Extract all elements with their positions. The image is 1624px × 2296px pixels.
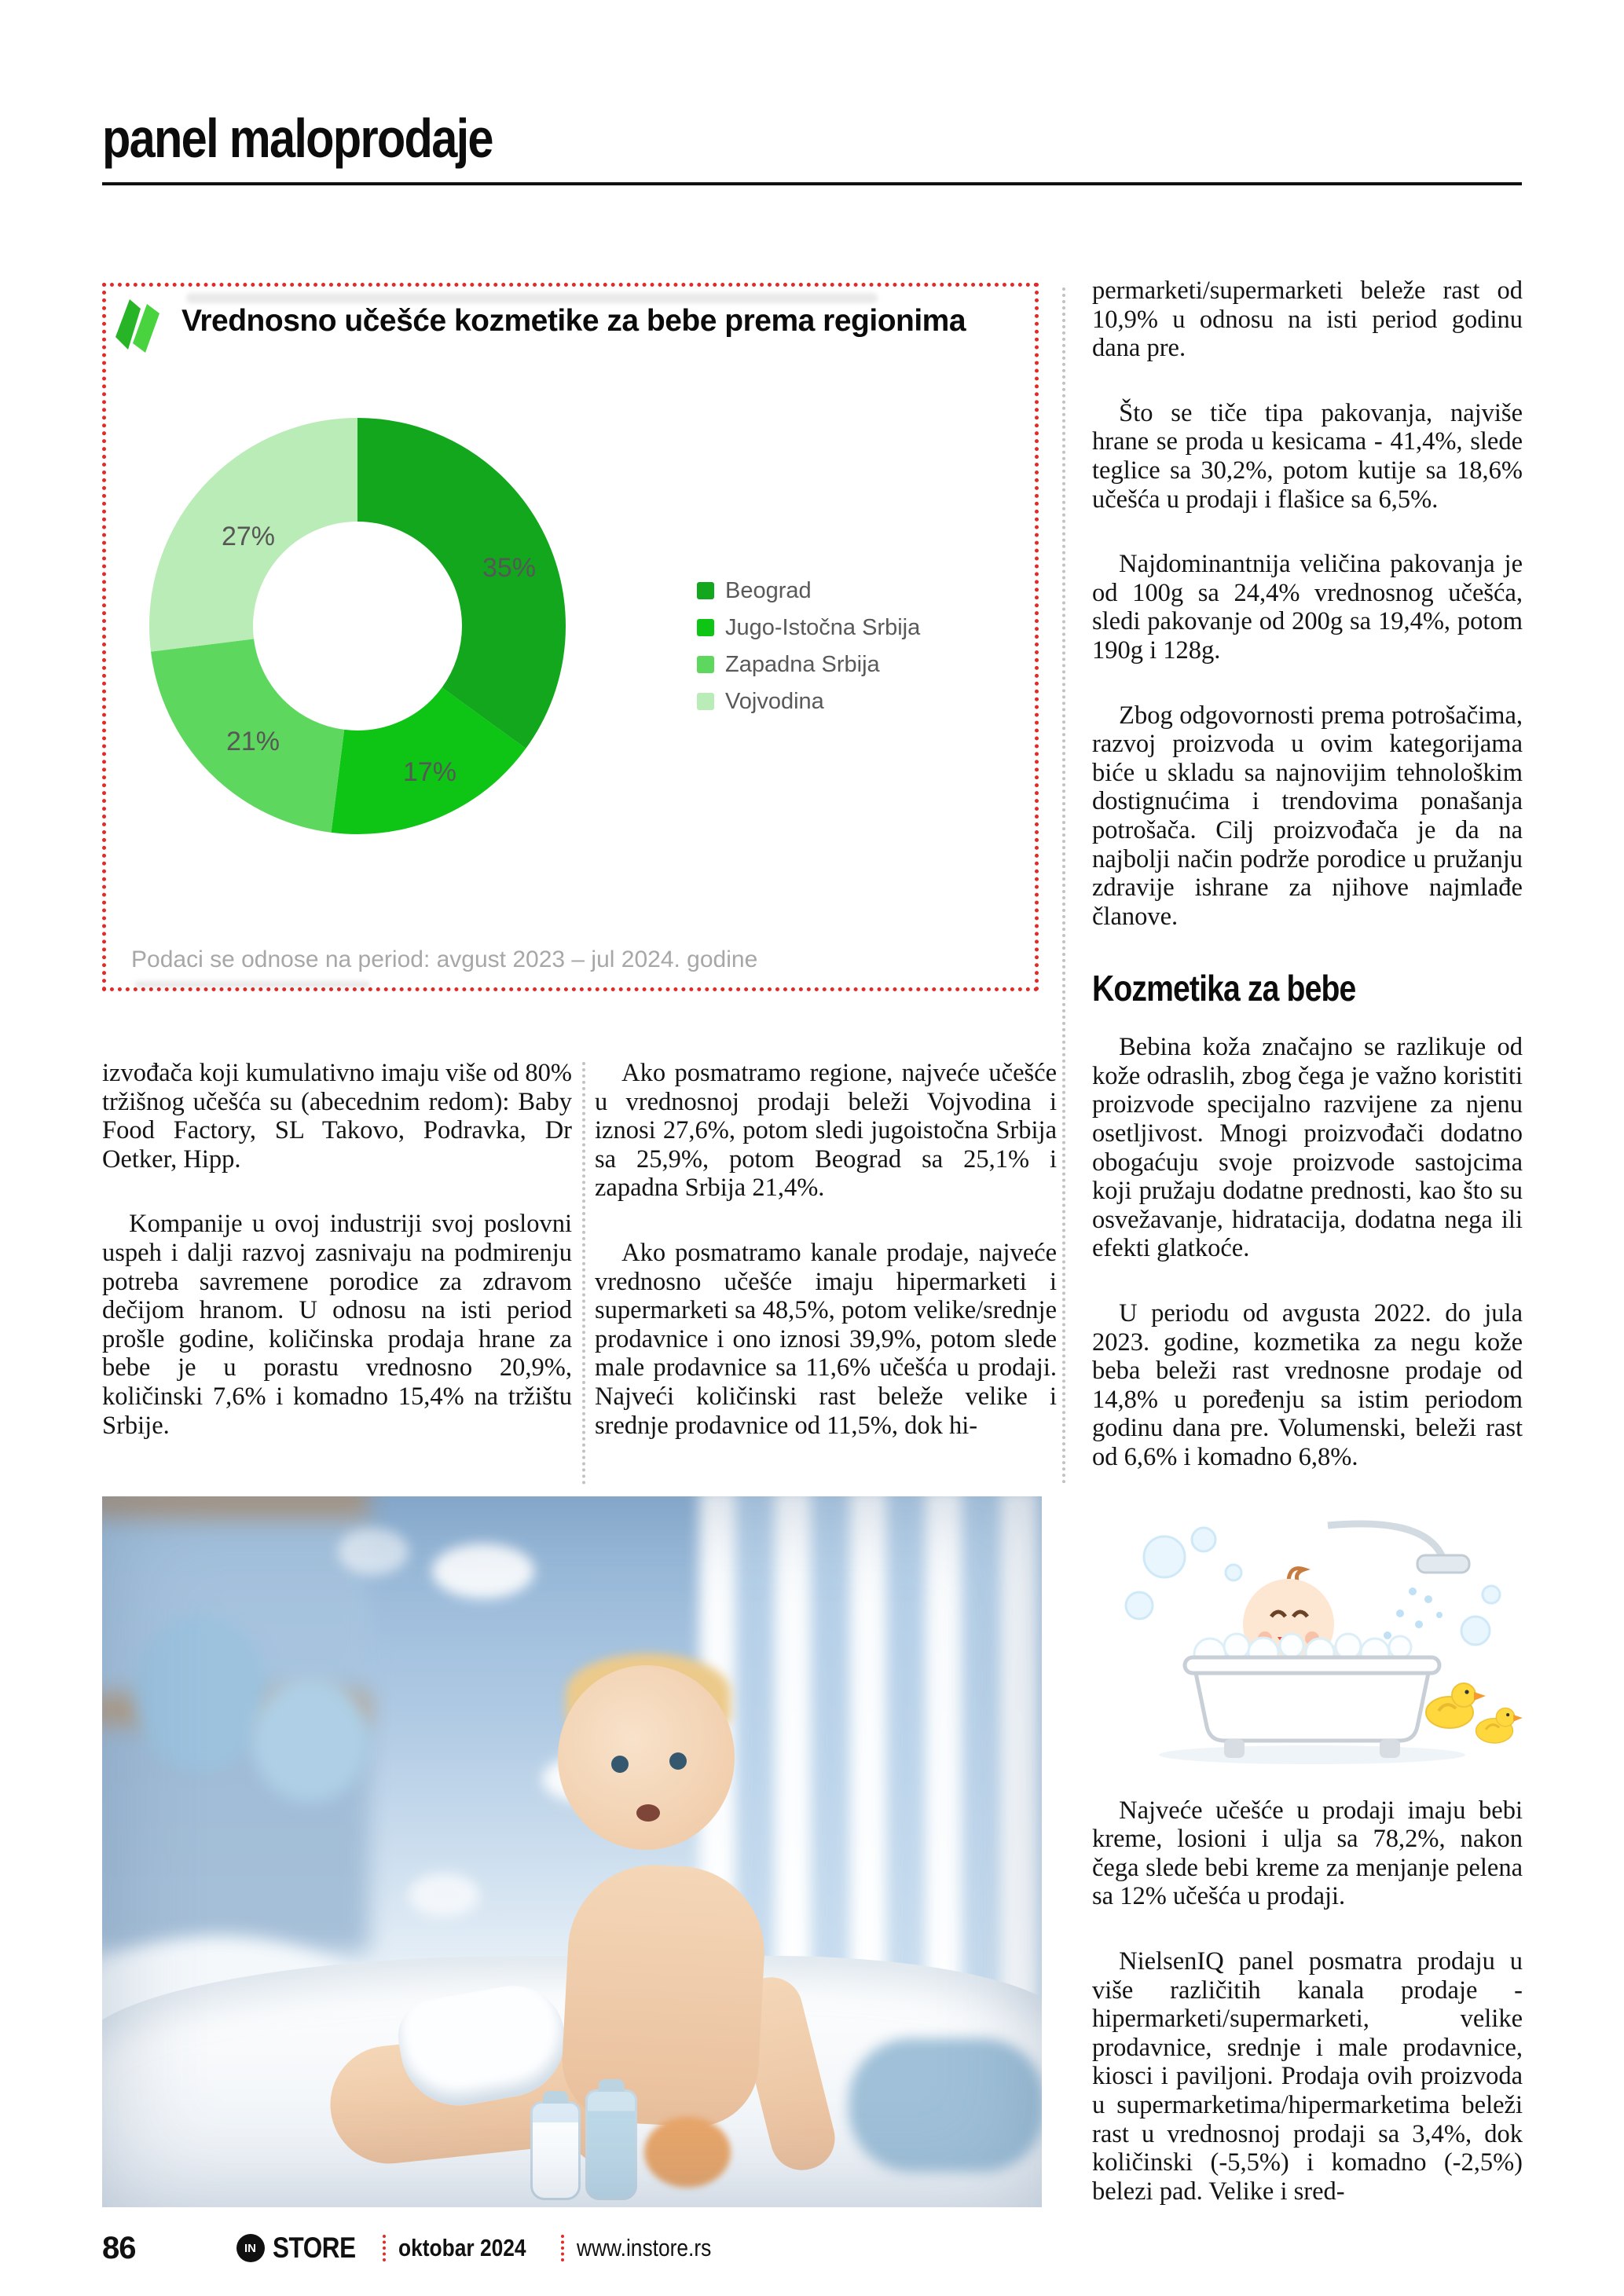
photo-towel [849,2038,1042,2172]
paragraph: NielsenIQ panel posmatra prodaju u više različitih kanala prodaje - hipermarketi/supermarketi, velike prodavnice, srednje i male prodavnice, kiosci i paviljoni. Prodaja ovih proizvoda u supermarketima/hipermarketima beleži rast u vrednosnoj prodaji sa 3,4%, dok količinski (-5,5%) i komadno (-2,5%) belezi pad. Velike i sred- [1092,1946,1523,2206]
photo-baby-bottle [585,2089,637,2200]
chart-caption: Podaci se odnose na period: avgust 2023 – jul 2024. godine [131,947,758,972]
footer-website-text: www.instore.rs [577,2234,712,2261]
photo-plush-toy [251,1677,369,1803]
legend-item [697,690,920,713]
article-column-right [1092,276,1523,2242]
section-heading [1092,967,1523,1009]
paragraph: Ako posmatramo regione, najveće učešće u vrednosnoj prodaji beleži Vojvodina i iznosi 27,6%, potom sledi jugoistočna Srbija sa 25,9%, potom Beograd sa 25,1% i zapadna Srbija 21,4%. [595,1059,1057,1203]
photo-pillow [102,1936,385,2140]
footer-separator [383,2235,386,2261]
paragraph: Što se tiče tipa pakovanja, najviše hrane se proda u kesicama - 41,4%, slede teglice sa 30,2%, potom kutije sa 18,6% učešća u prodaji i flašice sa 6,5%. [1092,398,1523,514]
donut-chart-svg [145,414,570,838]
legend-label: Vojvodina [725,688,824,714]
photo-baby-mouth [636,1804,660,1822]
photo-baby-eye [669,1752,687,1770]
water-drops [1384,1587,1443,1639]
photo-wall-cloud [432,1543,534,1598]
legend-marker-jugoistocna [697,619,714,636]
footer-separator [561,2235,564,2261]
footer-website [577,2234,735,2262]
paragraph: Bebina koža značajno se razlikuje od kože odraslih, zbog čega je važno koristiti proizvode specijalno razvijene za njenu osetljivost. Mnogi proizvođači dodatno obogaćuju svoje proizvode sastojcima koji pružaju dodatne prednosti, kao što su osvežavanje, hidratacija, dodatna nega ili efekti glatkoće. [1092,1033,1523,1263]
instore-logo-icon [236,2234,265,2262]
slice-label-jugoistocna: 17% [402,757,457,787]
paragraph: Kompanije u ovoj industriji svoj poslovni uspeh i dalji razvoj zasnivaju na podmirenju potreba savremene porodice za zdravom dečijom hranom. U odnosu na isti period prošle godine, količinska prodaja hrane za bebe je u porastu vrednosno 20,9%, količinski 7,6% i komadno 15,4% na tržištu Srbije. [102,1210,572,1440]
photo-wall-cloud [409,1873,479,1917]
right-middle-paragraphs [1092,1033,1523,1471]
section-heading-text: Kozmetika za bebe [1092,968,1356,1009]
photo-baby-hair [566,1653,731,1732]
paragraph: Najveće učešće u prodaji imaju bebi kreme, losioni i ulja sa 78,2%, nakon čega slede bebi kreme za menjanje pelena sa 12% učešća u prodaji. [1092,1796,1523,1911]
slice-label-vojvodina: 27% [221,522,276,551]
legend-item [697,616,920,639]
footer-issue-text: oktobar 2024 [398,2234,526,2261]
column-divider [1062,287,1065,1485]
logo-monogram: IN [244,2241,256,2255]
photo-baby-legs [324,2025,595,2170]
page-title-text: panel maloprodaje [102,108,493,169]
paragraph: Zbog odgovornosti prema potrošačima, razvoj proizvoda u ovim kategorijama biće u skladu sa najnovijim tehnološkim dostignućima i trendovima ponašanja potrošača. Cilj proizvođača je da na najbolji način podrže porodice u pružanju zdravije ishrane za njihove najmlađe članove. [1092,701,1523,931]
rubber-ducks [1426,1683,1523,1743]
page-footer [102,2229,735,2267]
legend-item [697,653,920,676]
right-bottom-paragraphs [1092,1796,1523,2206]
photo-wall-cloud [338,1528,409,1575]
chart-title: Vrednosno učešće kozmetike za bebe prema regionima [181,304,966,338]
slice-label-zapadna: 21% [225,727,280,756]
photo-baby-diaper [392,1978,574,2115]
legend-marker-vojvodina [697,693,714,710]
green-leaf-logo-icon [114,296,164,356]
photo-wall-cloud [542,1756,629,1803]
photo-baby-eye [611,1756,629,1773]
header-rule [102,182,1522,185]
article-column-middle [595,1059,1057,1476]
paragraph: permarketi/supermarketi beleže rast od 10,9% u odnosu na isti period godinu dana pre. [1092,276,1523,363]
photo-baby-arm [731,1971,841,2177]
page-number: 86 [102,2230,136,2265]
paragraph: izvođača koji kumulativno imaju više od 80% tržišnog učešća su (abecednim redom): Baby Food Factory, SL Takovo, Podravka, Dr Oetker, Hipp. [102,1059,572,1174]
slice-label-beograd: 35% [482,553,537,583]
right-top-paragraphs [1092,276,1523,931]
photo-shelf [102,1496,369,1952]
legend-marker-beograd [697,582,714,599]
print-artifact [134,981,370,988]
legend-marker-zapadna [697,656,714,673]
footer-issue [398,2234,548,2262]
paragraph: Najdominantnija veličina pakovanja je od 100g sa 24,4% vrednosnog učešća, sledi pakovanje od 200g sa 19,4%, potom 190g i 128g. [1092,550,1523,665]
paragraph: U periodu od avgusta 2022. do jula 2023. godine, kozmetika za negu kože beba beleži rast vrednosne prodaje od 14,8% u poređenju sa istim periodom godinu dana pre. Volumenski, beleži rast od 6,6% i komadno 6,8%. [1092,1299,1523,1471]
photo-baby-torso [559,1861,769,2130]
bathtub [1185,1634,1439,1758]
photo-baby-bottle [530,2101,581,2200]
chart-panel [102,283,1039,991]
brand-name [273,2232,370,2265]
photo-bed-sheets [102,1956,1042,2207]
photo-toy [644,2117,731,2188]
donut-chart [145,414,570,838]
shower-head [1417,1555,1469,1573]
brand-name-text: STORE [272,2232,356,2264]
photo-pillow [149,2038,432,2207]
page-title [102,107,561,170]
print-artifact [186,293,878,303]
legend-label: Beograd [725,577,812,603]
photo-window-curtains [699,1496,1042,2101]
chart-legend [697,579,920,727]
baby-photo [102,1496,1042,2207]
legend-label: Jugo-Istočna Srbija [725,614,921,640]
photo-baby-arm [566,1979,660,2168]
baby-bath-illustration [1092,1513,1523,1772]
legend-label: Zapadna Srbija [725,651,880,677]
column-divider [582,1062,585,1485]
legend-item [697,579,920,602]
photo-baby-head [558,1665,735,1850]
photo-plush-toy [134,1614,267,1771]
paragraph: Ako posmatramo kanale prodaje, najveće vrednosno učešće imaju hipermarketi i supermarketi sa 48,5%, potom velike/srednje prodavnice i ono iznosi 39,9%, potom slede male prodavnice sa 11,6% učešća u prodaji. Najveći količinski rast beleže velike i srednje prodavnice od 11,5%, dok hi- [595,1238,1057,1440]
article-column-left [102,1059,572,1476]
